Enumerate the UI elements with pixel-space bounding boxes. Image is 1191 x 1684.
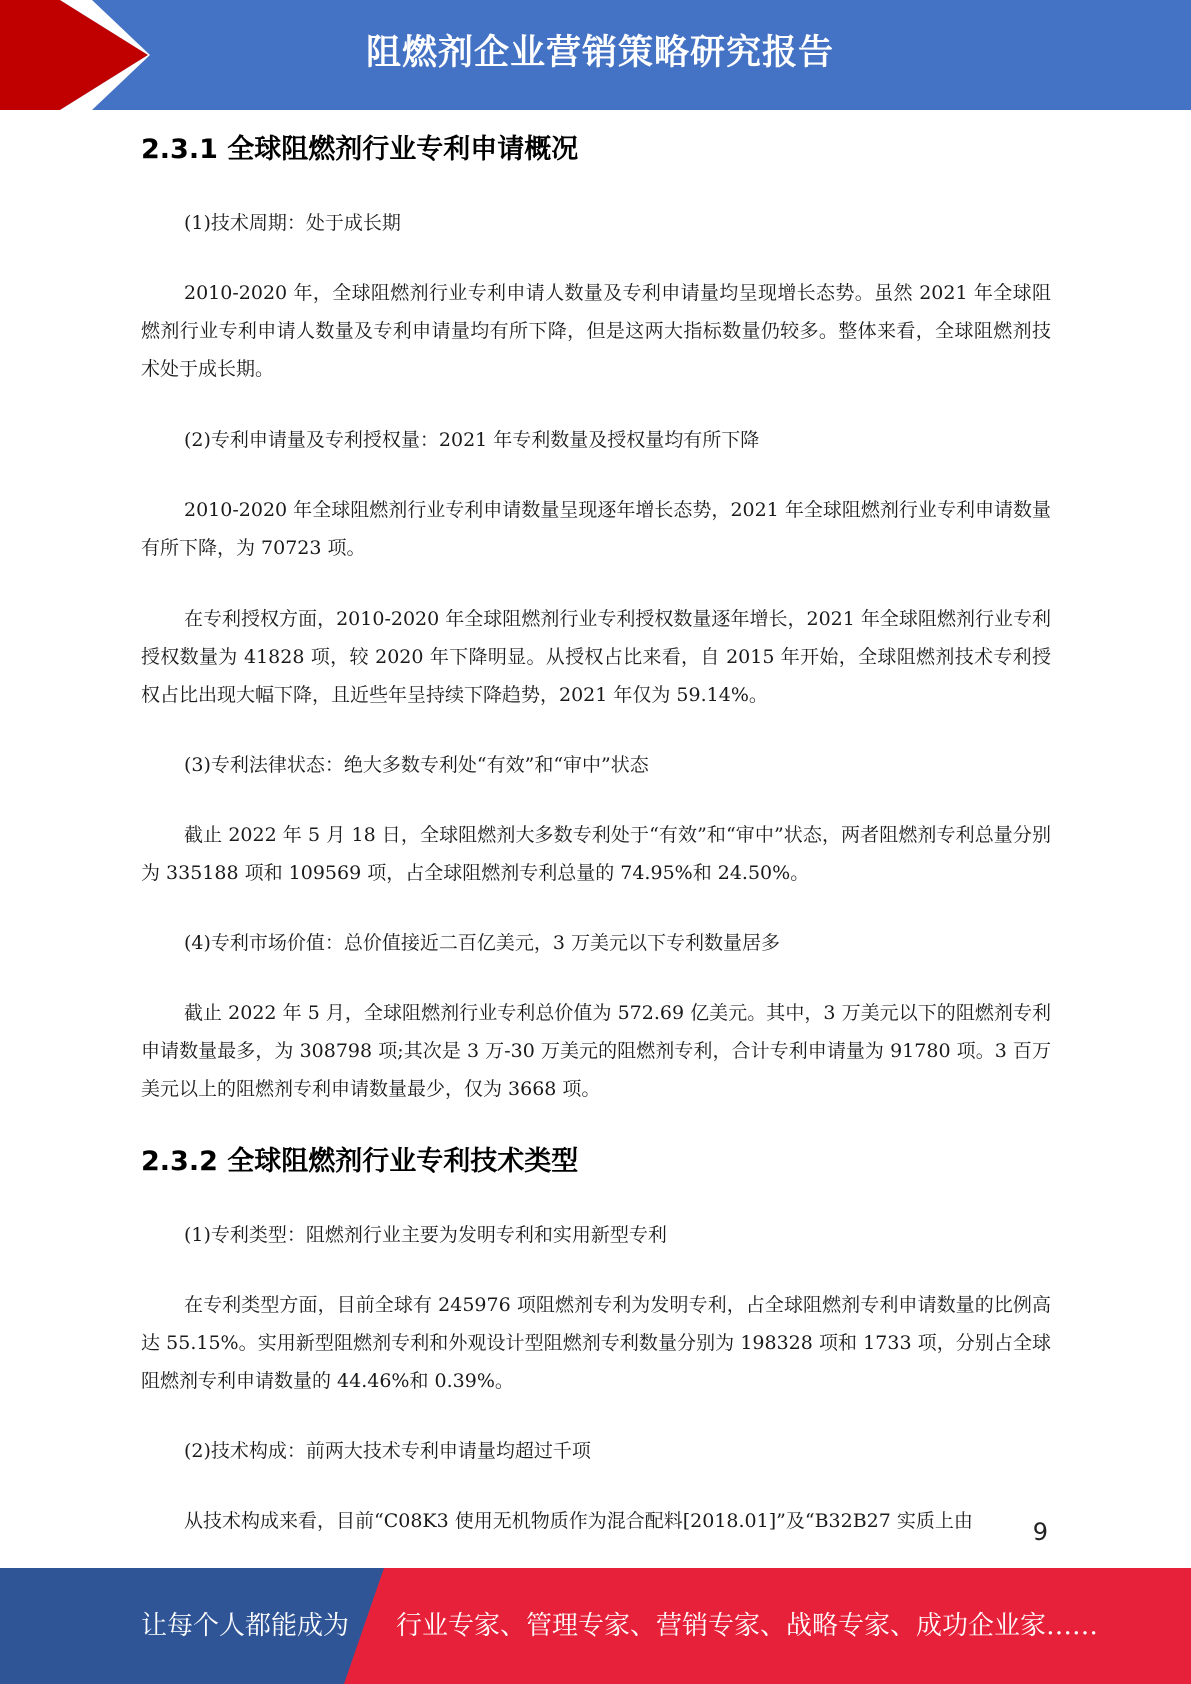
paragraph: 2010-2020 年，全球阻燃剂行业专利申请人数量及专利申请量均呈现增长态势。虽然 2021 年全球阻燃剂行业专利申请人数量及专利申请量均有所下降，但是这两大指标数量仍较多。整体来看，全球阻燃剂技术处于成长期。 (141, 282, 1051, 380)
report-title: 阻燃剂企业营销策略研究报告 (365, 33, 834, 73)
paragraph: 从技术构成来看，目前“C08K3 使用无机物质作为混合配料[2018.01]”及“B32B27 实质上由 (184, 1510, 973, 1532)
subheading-application-grant: (2)专利申请量及专利授权量：2021 年专利数量及授权量均有所下降 (184, 429, 760, 451)
paragraph: 在专利授权方面，2010-2020 年全球阻燃剂行业专利授权数量逐年增长，2021 年全球阻燃剂行业专利授权数量为 41828 项，较 2020 年下降明显。从授权占比来看，自 2015 年开始，全球阻燃剂技术专利授权占比出现大幅下降，且近些年呈持续下降趋势，2021 年仅为 59.14%。 (141, 608, 1051, 706)
subheading-patent-type: (1)专利类型：阻燃剂行业主要为发明专利和实用新型专利 (184, 1224, 667, 1246)
page-footer (0, 1568, 1191, 1684)
section-heading-2-3-1: 2.3.1 全球阻燃剂行业专利申请概况 (141, 134, 579, 165)
paragraph: 在专利类型方面，目前全球有 245976 项阻燃剂专利为发明专利，占全球阻燃剂专利申请数量的比例高达 55.15%。实用新型阻燃剂专利和外观设计型阻燃剂专利数量分别为 198328 项和 1733 项，分别占全球阻燃剂专利申请数量的 44.46%和 0.39%。 (141, 1294, 1051, 1392)
document-body (141, 128, 1051, 1540)
page-number: 9 (1032, 1518, 1048, 1546)
subheading-market-value: (4)专利市场价值：总价值接近二百亿美元，3 万美元以下专利数量居多 (184, 932, 781, 954)
page-header (0, 0, 1191, 110)
footer-slogan-right: 行业专家、管理专家、营销专家、战略专家、成功企业家…… (396, 1611, 1099, 1641)
paragraph: 2010-2020 年全球阻燃剂行业专利申请数量呈现逐年增长态势，2021 年全球阻燃剂行业专利申请数量有所下降，为 70723 项。 (141, 499, 1051, 559)
paragraph: 截止 2022 年 5 月，全球阻燃剂行业专利总价值为 572.69 亿美元。其中，3 万美元以下的阻燃剂专利申请数量最多，为 308798 项;其次是 3 万-30 万美元的阻燃剂专利，合计专利申请量为 91780 项。3 百万美元以上的阻燃剂专利申请数量最少，仅为 3668 项。 (141, 1002, 1051, 1100)
footer-slogan-left: 让每个人都能成为 (141, 1611, 350, 1641)
subheading-legal-status: (3)专利法律状态：绝大多数专利处“有效”和“审中”状态 (184, 754, 649, 776)
subheading-tech-composition: (2)技术构成：前两大技术专利申请量均超过千项 (184, 1440, 591, 1462)
subheading-tech-cycle: (1)技术周期：处于成长期 (184, 212, 401, 234)
paragraph: 截止 2022 年 5 月 18 日，全球阻燃剂大多数专利处于“有效”和“审中”状态，两者阻燃剂专利总量分别为 335188 项和 109569 项，占全球阻燃剂专利总量的 74.95%和 24.50%。 (141, 824, 1051, 884)
section-heading-2-3-2: 2.3.2 全球阻燃剂行业专利技术类型 (141, 1146, 579, 1177)
